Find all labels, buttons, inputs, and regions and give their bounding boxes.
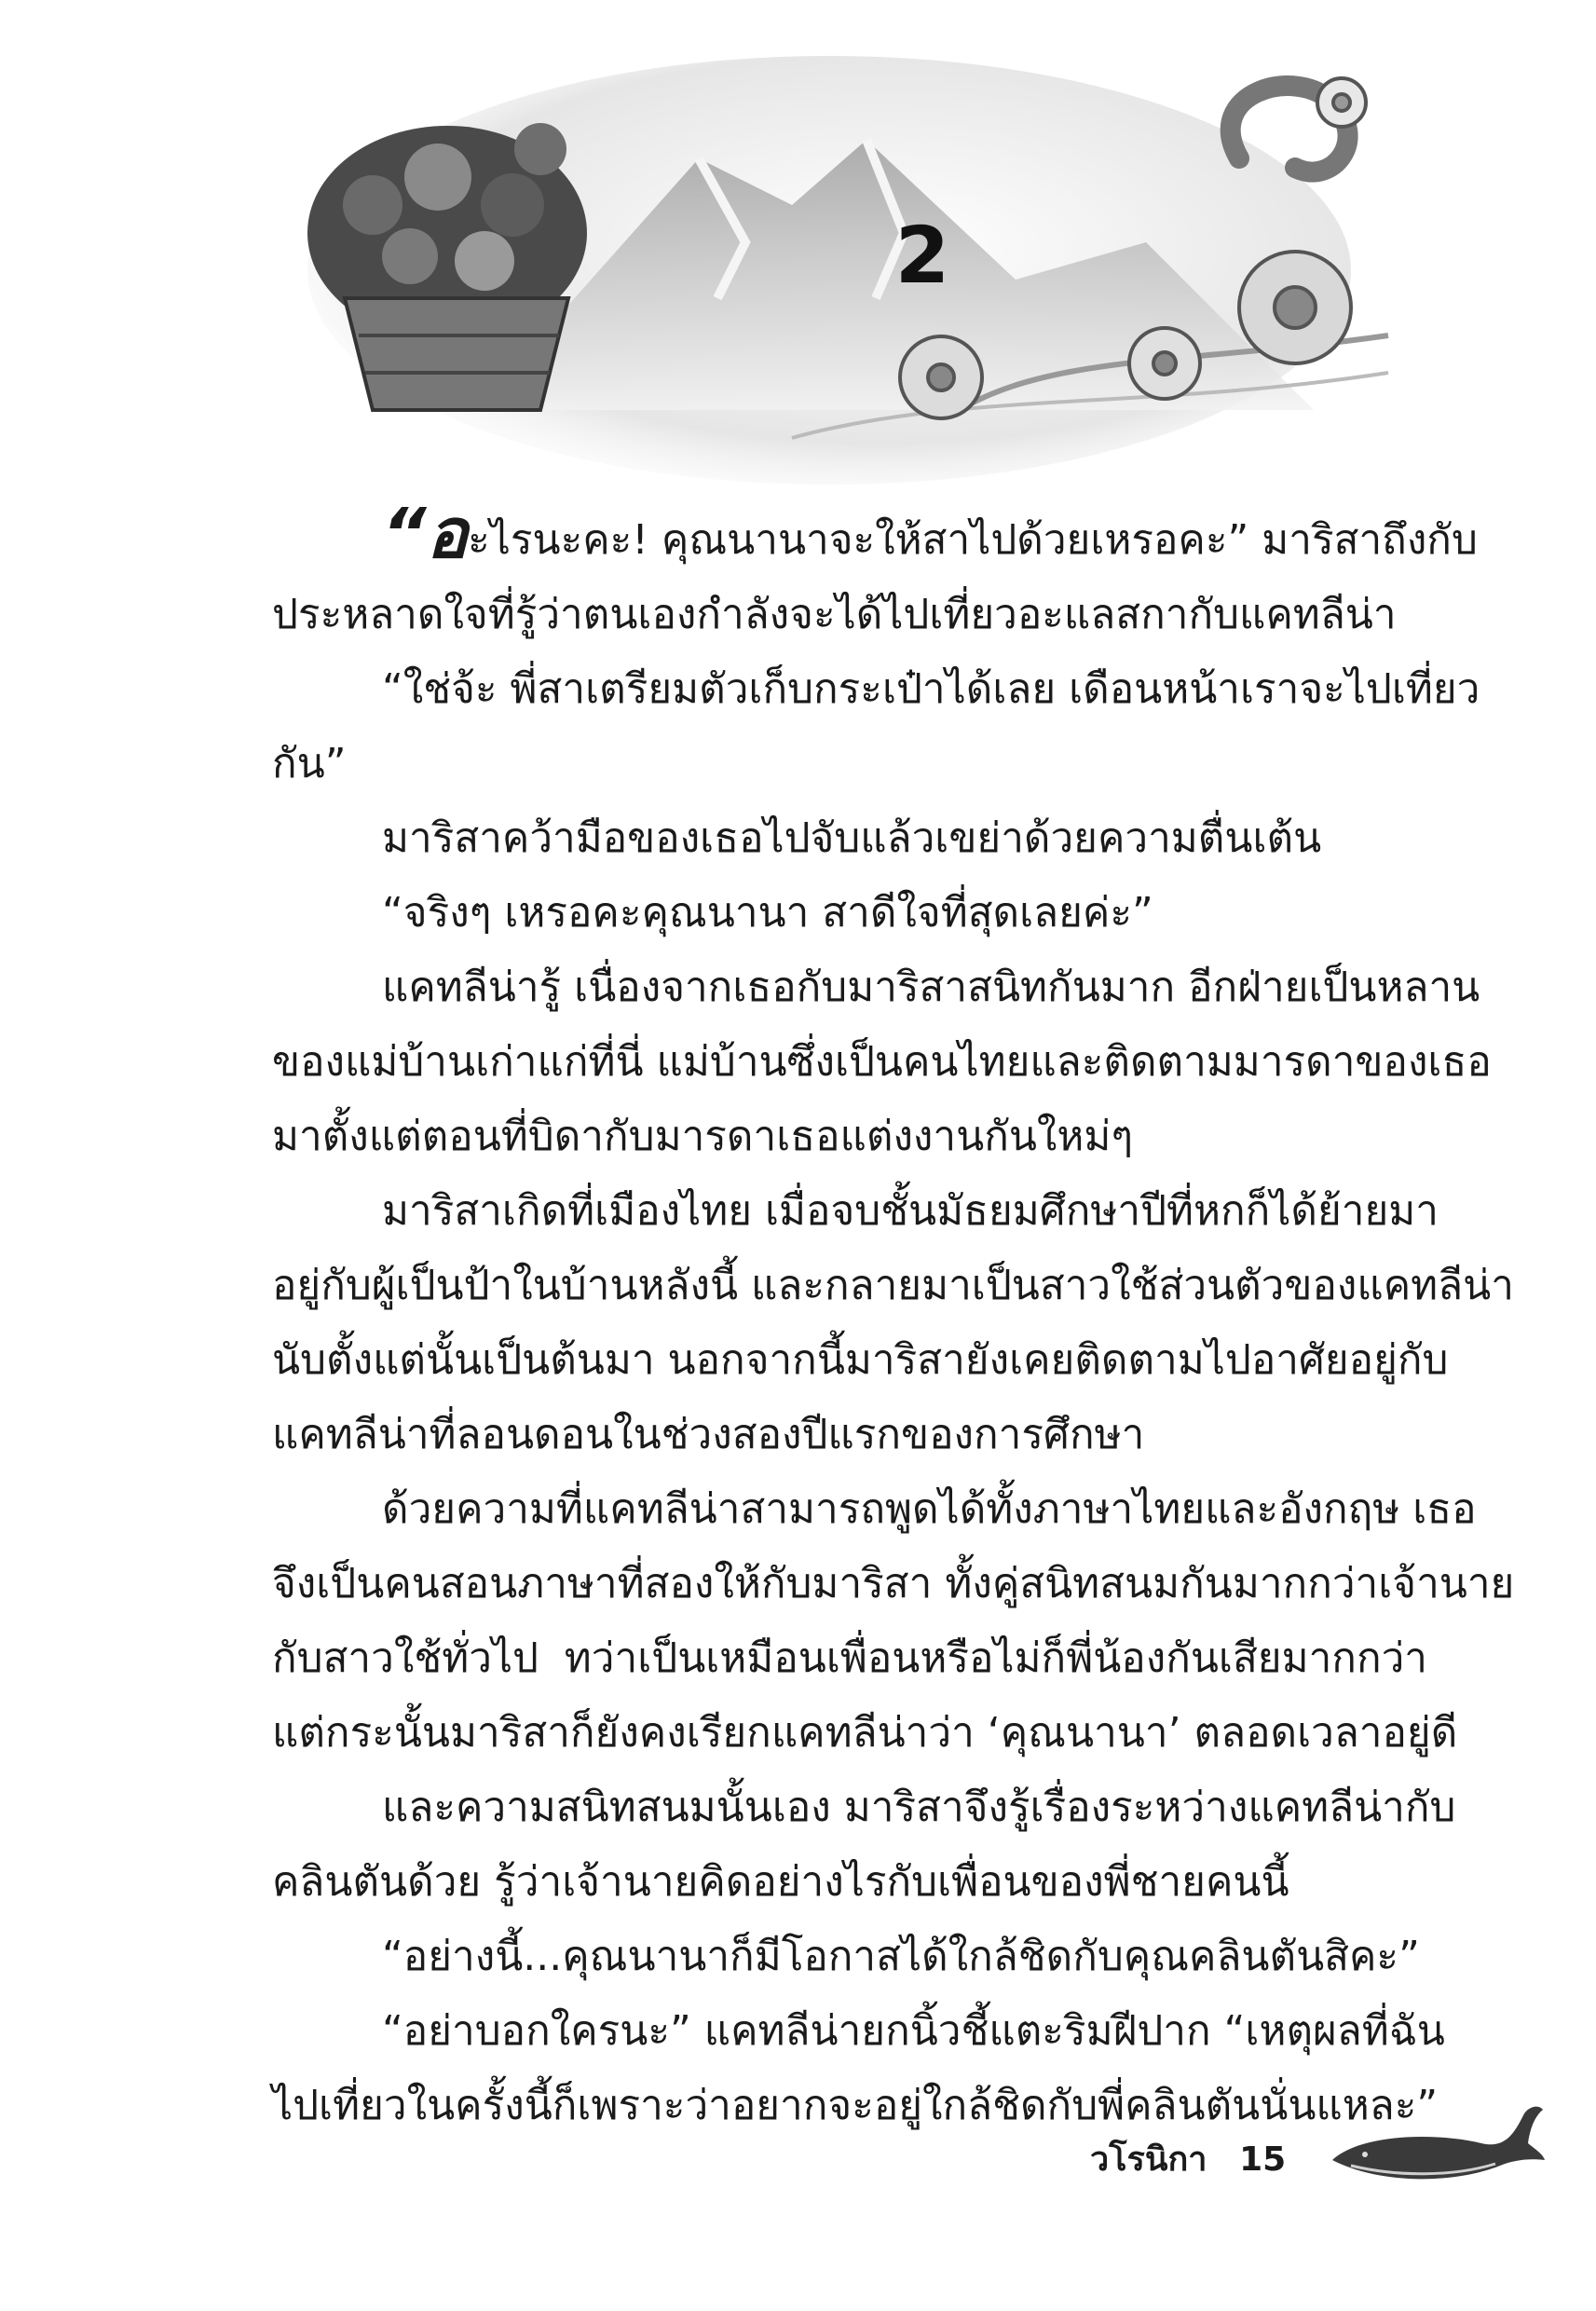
text-line: คลินตันด้วย รู้ว่าเจ้านายคิดอย่างไรกับเพื่อนของพี่ชายคนนี้ (272, 1858, 1289, 1906)
text-line: ของแม่บ้านเก่าแก่ที่นี่ แม่บ้านซึ่งเป็นคนไทยและติดตามมารดาของเธอ (272, 1038, 1492, 1086)
text-line: “จริงๆ เหรอคะคุณนานา สาดีใจที่สุดเลยค่ะ” (382, 889, 1153, 937)
page-footer (1090, 2132, 1286, 2185)
text-line: แคทลีน่าที่ลอนดอนในช่วงสองปีแรกของการศึกษา (272, 1411, 1145, 1458)
rose-basket-icon (307, 123, 587, 410)
text-line: อยู่กับผู้เป็นป้าในบ้านหลังนี้ และกลายมาเป็นสาวใช้ส่วนตัวของแคทลีน่า (272, 1262, 1514, 1309)
text-line: แต่กระนั้นมาริสาก็ยังคงเรียกแคทลีน่าว่า ‘คุณนานา’ ตลอดเวลาอยู่ดี (272, 1709, 1458, 1757)
text-line: “ใช่จ้ะ พี่สาเตรียมตัวเก็บกระเป๋าได้เลย เดือนหน้าเราจะไปเที่ยว (382, 665, 1480, 713)
chapter-body (272, 494, 1515, 2143)
text-line: มาตั้งแต่ตอนที่บิดากับมารดาเธอแต่งงานกันใหม่ๆ (272, 1113, 1134, 1160)
drop-cap: “อ (382, 494, 469, 574)
paragraph-6 (272, 1174, 1514, 1472)
paragraph-5 (272, 950, 1492, 1174)
text-line: “อย่าบอกใครนะ” แคทลีน่ายกนิ้วชี้แตะริมฝีปาก “เหตุผลที่ฉัน (382, 2007, 1445, 2055)
paragraph-9 (272, 1920, 1427, 1994)
paragraph-10 (272, 1994, 1445, 2143)
text-line: มาริสาเกิดที่เมืองไทย เมื่อจบชั้นมัธยมศึกษาปีที่หกก็ได้ย้ายมา (382, 1187, 1439, 1235)
text-line: “อะไรนะคะ! คุณนานาจะให้สาไปด้วยเหรอคะ” มาริสาถึงกับ (382, 494, 1478, 574)
text-line: ไปเที่ยวในครั้งนี้ก็เพราะว่าอยากจะอยู่ใกล้ชิดกับพี่คลินตันนั่นแหละ” (272, 2082, 1439, 2129)
paragraph-1 (272, 494, 1478, 652)
text-line: “อย่างนี้...คุณนานาก็มีโอกาสได้ใกล้ชิดกับคุณคลินตันสิคะ” (382, 1933, 1420, 1980)
paragraph-8 (272, 1771, 1456, 1920)
text-line: กับสาวใช้ทั่วไป ทว่าเป็นเหมือนเพื่อนหรือไม่ก็พี่น้องกันเสียมากกว่า (272, 1634, 1427, 1682)
chapter-number: 2 (894, 210, 950, 301)
book-title: วโรนิกา (1090, 2140, 1207, 2179)
text-line: กัน” (272, 740, 347, 787)
paragraph-3 (272, 801, 1427, 876)
chapter-header-illustration (307, 56, 1407, 485)
text-line: นับตั้งแต่นั้นเป็นต้นมา นอกจากนี้มาริสายังเคยติดตามไปอาศัยอยู่กับ (272, 1336, 1449, 1384)
text-line: และความสนิทสนมนั้นเอง มาริสาจึงรู้เรื่องระหว่างแคทลีน่ากับ (382, 1784, 1456, 1831)
paragraph-4 (272, 876, 1427, 950)
paragraph-2 (272, 652, 1480, 801)
text-line: มาริสาคว้ามือของเธอไปจับแล้วเขย่าด้วยความตื่นเต้น (382, 814, 1322, 862)
whale-icon (1323, 2087, 1547, 2190)
text-line: ประหลาดใจที่รู้ว่าตนเองกำลังจะได้ไปเที่ยวอะแลสกากับแคทลีน่า (272, 591, 1397, 638)
text-line: แคทลีน่ารู้ เนื่องจากเธอกับมาริสาสนิทกันมาก อีกฝ่ายเป็นหลาน (382, 964, 1480, 1011)
text-line: ด้วยความที่แคทลีน่าสามารถพูดได้ทั้งภาษาไทยและอังกฤษ เธอ (382, 1485, 1477, 1533)
paragraph-7 (272, 1472, 1515, 1771)
page-number: 15 (1239, 2140, 1287, 2179)
text-line: จึงเป็นคนสอนภาษาที่สองให้กับมาริสา ทั้งคู่สนิทสนมกันมากกว่าเจ้านาย (272, 1560, 1515, 1607)
